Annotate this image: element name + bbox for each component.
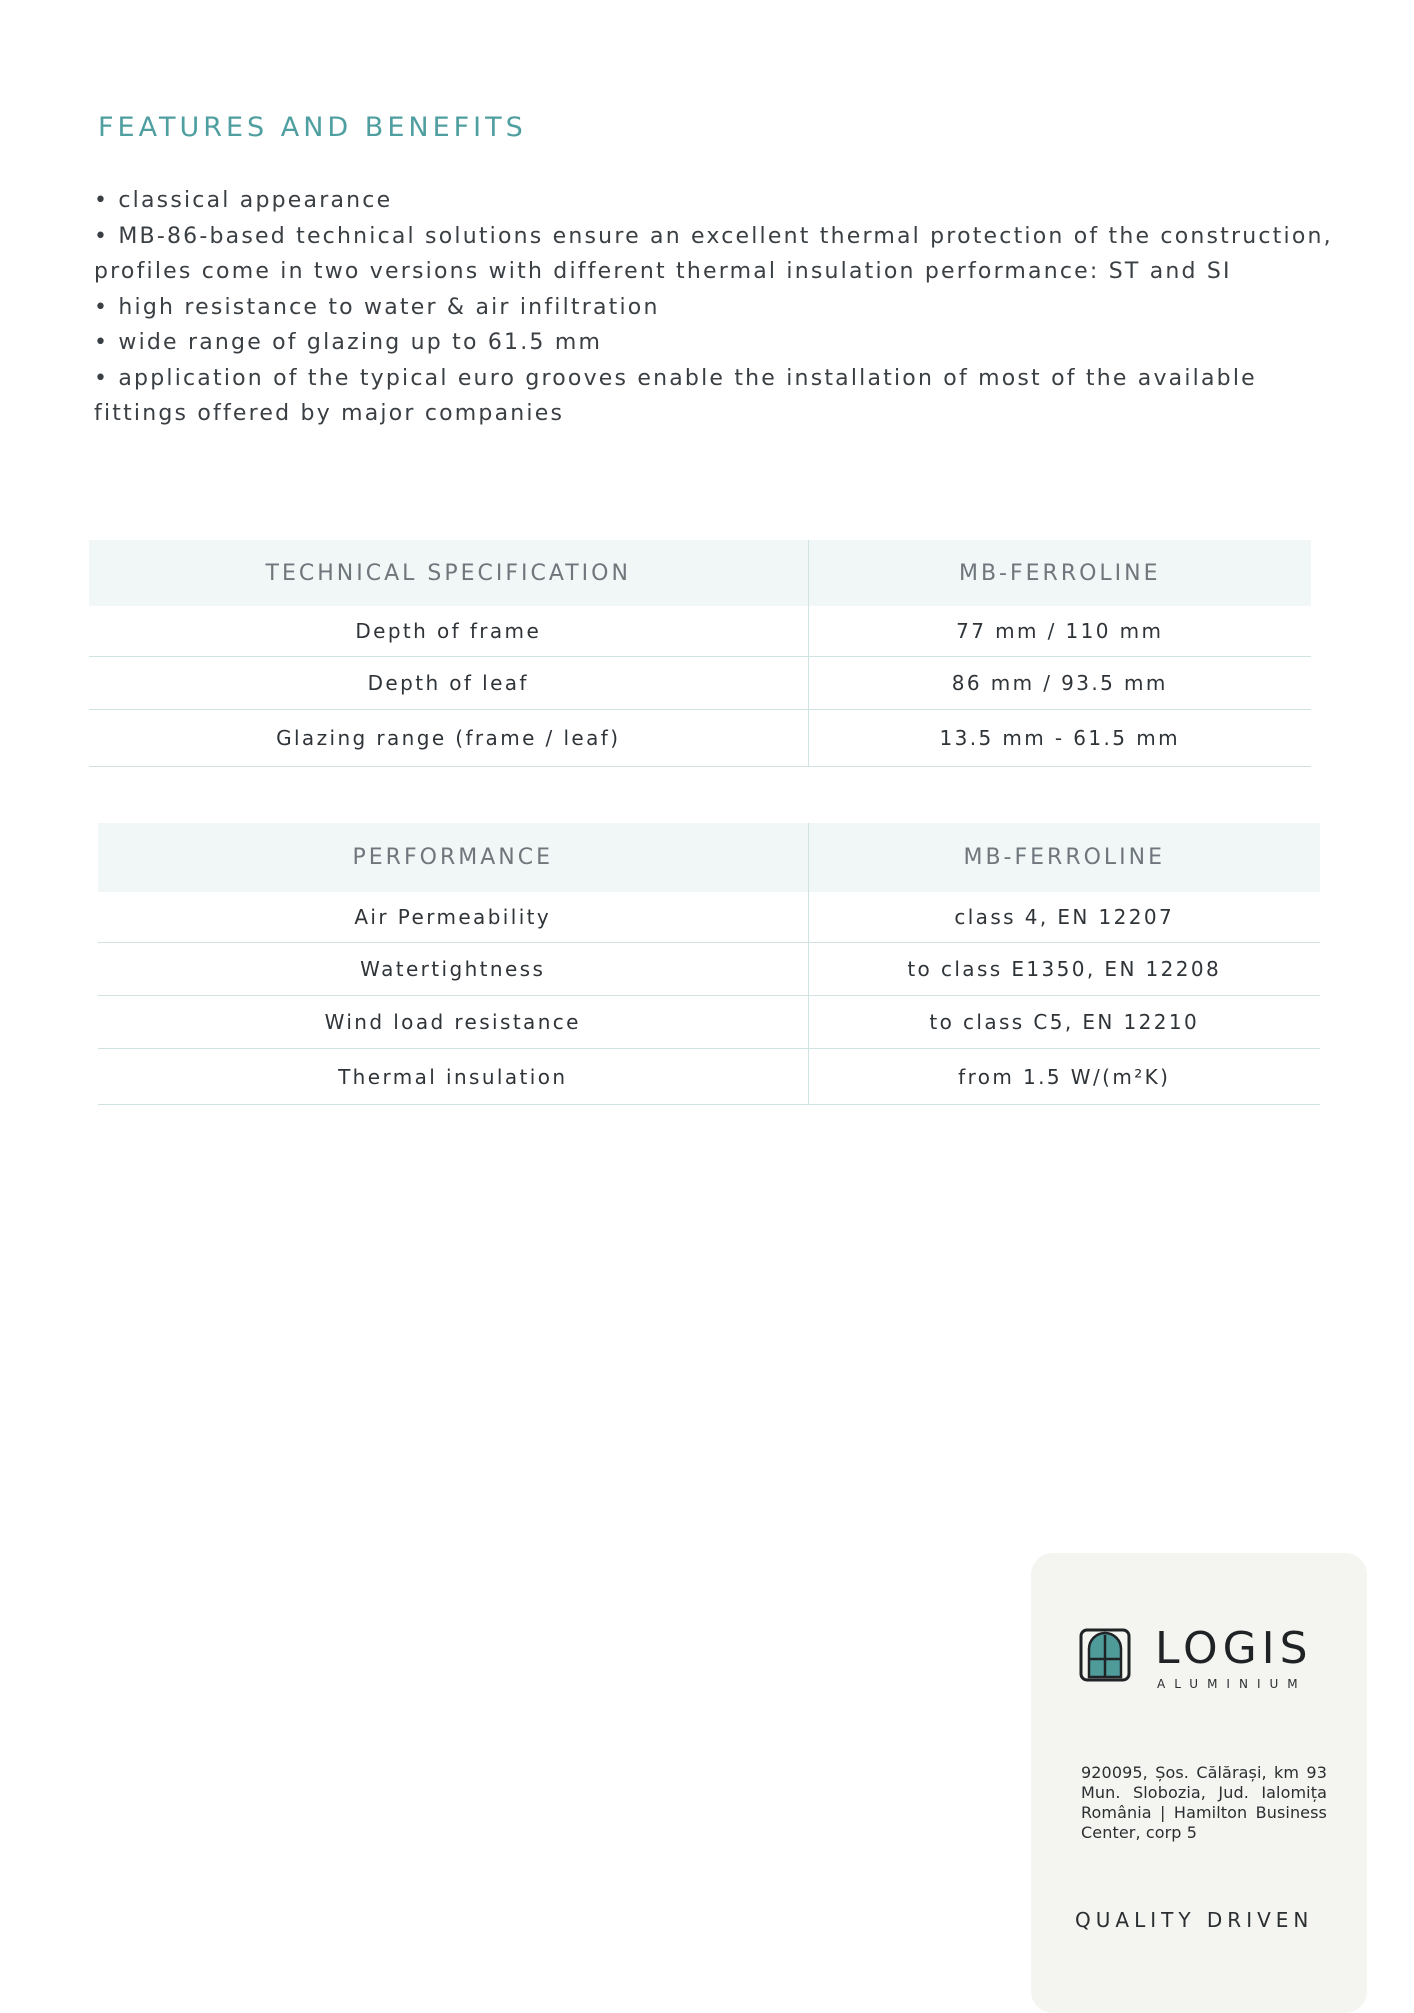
spec-label: Glazing range (frame / leaf) [89, 710, 808, 767]
performance-label: Thermal insulation [98, 1049, 808, 1105]
performance-label: Watertightness [98, 943, 808, 996]
performance-table [98, 823, 1320, 1105]
table-row [89, 606, 1311, 657]
header-cell: TECHNICAL SPECIFICATION [89, 540, 808, 606]
table-header-row [98, 823, 1320, 892]
performance-value: to class C5, EN 12210 [808, 996, 1320, 1049]
table-row [98, 943, 1320, 996]
tagline: QUALITY DRIVEN [1075, 1908, 1314, 1932]
performance-label: Air Permeability [98, 892, 808, 943]
table-row [89, 710, 1311, 767]
table-row [89, 657, 1311, 710]
feature-item: • wide range of glazing up to 61.5 mm [94, 325, 1334, 361]
logo-subtitle: ALUMINIUM [1157, 1677, 1307, 1691]
logo-wordmark: LOGIS [1155, 1623, 1313, 1674]
feature-item: • application of the typical euro grooves enable the installation of most of the available fittings offered by major companies [94, 361, 1334, 432]
spec-value: 13.5 mm - 61.5 mm [808, 710, 1311, 767]
spec-label: Depth of frame [89, 606, 808, 657]
feature-item: • high resistance to water & air infiltration [94, 290, 1334, 326]
company-card [1031, 1553, 1367, 2013]
table-header-row [89, 540, 1311, 606]
features-list [94, 183, 1334, 432]
performance-value: to class E1350, EN 12208 [808, 943, 1320, 996]
spec-label: Depth of leaf [89, 657, 808, 710]
table-row [98, 996, 1320, 1049]
features-heading: FEATURES AND BENEFITS [98, 112, 527, 143]
technical-specification-table [89, 540, 1311, 767]
logo-icon [1079, 1627, 1131, 1683]
feature-item: • MB-86-based technical solutions ensure an excellent thermal protection of the construction, profiles come in two versions with different thermal insulation performance: ST and SI [94, 219, 1334, 290]
feature-item: • classical appearance [94, 183, 1334, 219]
table-row [98, 892, 1320, 943]
header-cell: MB-FERROLINE [808, 823, 1320, 892]
header-cell: PERFORMANCE [98, 823, 808, 892]
performance-value: from 1.5 W/(m²K) [808, 1049, 1320, 1105]
company-address: 920095, Șos. Călărași, km 93 Mun. Slobozia, Jud. Ialomița România | Hamilton Business Center, corp 5 [1081, 1763, 1327, 1842]
table-row [98, 1049, 1320, 1105]
performance-value: class 4, EN 12207 [808, 892, 1320, 943]
spec-value: 86 mm / 93.5 mm [808, 657, 1311, 710]
spec-value: 77 mm / 110 mm [808, 606, 1311, 657]
performance-label: Wind load resistance [98, 996, 808, 1049]
header-cell: MB-FERROLINE [808, 540, 1311, 606]
